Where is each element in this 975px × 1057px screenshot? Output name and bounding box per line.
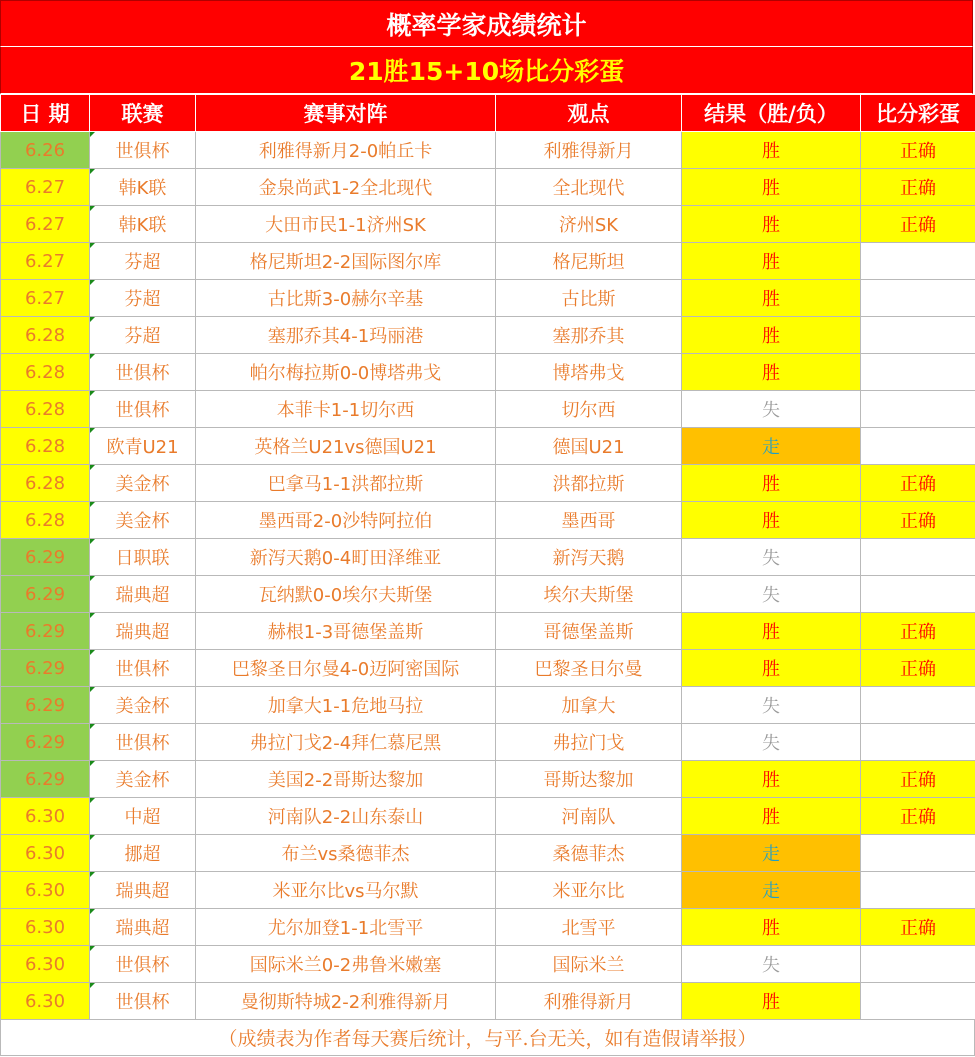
cell-match: 巴拿马1-1洪都拉斯 — [196, 465, 496, 502]
cell-bonus — [861, 576, 975, 613]
cell-result: 走 — [682, 872, 861, 909]
table-row — [1, 428, 975, 465]
cell-league: 芬超 — [90, 280, 196, 317]
cell-match: 格尼斯坦2-2国际图尔库 — [196, 243, 496, 280]
table-row — [1, 206, 975, 243]
cell-result: 胜 — [682, 132, 861, 169]
cell-date: 6.27 — [1, 280, 90, 317]
cell-date: 6.29 — [1, 761, 90, 798]
cell-bonus — [861, 687, 975, 724]
cell-bonus — [861, 946, 975, 983]
cell-pick: 桑德菲杰 — [496, 835, 682, 872]
cell-bonus: 正确 — [861, 650, 975, 687]
cell-league: 世俱杯 — [90, 724, 196, 761]
cell-league: 美金杯 — [90, 465, 196, 502]
cell-result: 胜 — [682, 169, 861, 206]
table-row — [1, 354, 975, 391]
cell-pick: 洪都拉斯 — [496, 465, 682, 502]
cell-pick: 河南队 — [496, 798, 682, 835]
cell-bonus: 正确 — [861, 132, 975, 169]
cell-result: 胜 — [682, 983, 861, 1020]
table-row — [1, 798, 975, 835]
col-header-match: 赛事对阵 — [196, 95, 496, 132]
cell-pick: 北雪平 — [496, 909, 682, 946]
cell-date: 6.29 — [1, 613, 90, 650]
cell-bonus — [861, 835, 975, 872]
cell-bonus: 正确 — [861, 761, 975, 798]
cell-bonus — [861, 428, 975, 465]
table-row — [1, 243, 975, 280]
cell-match: 墨西哥2-0沙特阿拉伯 — [196, 502, 496, 539]
cell-date: 6.28 — [1, 465, 90, 502]
cell-match: 塞那乔其4-1玛丽港 — [196, 317, 496, 354]
cell-date: 6.27 — [1, 169, 90, 206]
cell-result: 胜 — [682, 650, 861, 687]
cell-date: 6.29 — [1, 650, 90, 687]
cell-bonus — [861, 983, 975, 1020]
cell-match: 加拿大1-1危地马拉 — [196, 687, 496, 724]
table-row — [1, 576, 975, 613]
cell-bonus — [861, 354, 975, 391]
table-row — [1, 317, 975, 354]
cell-result: 失 — [682, 539, 861, 576]
cell-match: 瓦纳默0-0埃尔夫斯堡 — [196, 576, 496, 613]
cell-league: 世俱杯 — [90, 354, 196, 391]
cell-pick: 巴黎圣日尔曼 — [496, 650, 682, 687]
cell-match: 本菲卡1-1切尔西 — [196, 391, 496, 428]
cell-result: 失 — [682, 724, 861, 761]
cell-result: 胜 — [682, 761, 861, 798]
cell-league: 挪超 — [90, 835, 196, 872]
cell-league: 芬超 — [90, 243, 196, 280]
cell-pick: 全北现代 — [496, 169, 682, 206]
cell-league: 世俱杯 — [90, 946, 196, 983]
cell-bonus — [861, 539, 975, 576]
cell-bonus — [861, 280, 975, 317]
cell-pick: 哥斯达黎加 — [496, 761, 682, 798]
cell-date: 6.30 — [1, 835, 90, 872]
cell-league: 世俱杯 — [90, 983, 196, 1020]
table-row — [1, 169, 975, 206]
cell-match: 巴黎圣日尔曼4-0迈阿密国际 — [196, 650, 496, 687]
cell-match: 美国2-2哥斯达黎加 — [196, 761, 496, 798]
cell-pick: 格尼斯坦 — [496, 243, 682, 280]
col-header-result: 结果（胜/负） — [682, 95, 861, 132]
cell-result: 胜 — [682, 613, 861, 650]
cell-league: 日职联 — [90, 539, 196, 576]
cell-result: 胜 — [682, 354, 861, 391]
cell-date: 6.29 — [1, 539, 90, 576]
cell-match: 曼彻斯特城2-2利雅得新月 — [196, 983, 496, 1020]
cell-match: 古比斯3-0赫尔辛基 — [196, 280, 496, 317]
cell-league: 美金杯 — [90, 761, 196, 798]
cell-pick: 塞那乔其 — [496, 317, 682, 354]
cell-match: 河南队2-2山东泰山 — [196, 798, 496, 835]
col-header-date: 日 期 — [1, 95, 90, 132]
table-body — [1, 132, 975, 1020]
cell-bonus: 正确 — [861, 798, 975, 835]
table-row — [1, 983, 975, 1020]
cell-match: 尤尔加登1-1北雪平 — [196, 909, 496, 946]
cell-date: 6.30 — [1, 872, 90, 909]
cell-date: 6.30 — [1, 909, 90, 946]
table-header-row — [1, 95, 975, 132]
table-row — [1, 613, 975, 650]
cell-league: 韩K联 — [90, 169, 196, 206]
cell-match: 布兰vs桑德菲杰 — [196, 835, 496, 872]
cell-result: 胜 — [682, 206, 861, 243]
cell-result: 失 — [682, 687, 861, 724]
cell-result: 胜 — [682, 243, 861, 280]
cell-bonus — [861, 872, 975, 909]
cell-result: 失 — [682, 946, 861, 983]
table-row — [1, 132, 975, 169]
cell-date: 6.30 — [1, 983, 90, 1020]
sheet-title: 概率学家成绩统计 — [0, 0, 973, 47]
cell-match: 利雅得新月2-0帕丘卡 — [196, 132, 496, 169]
cell-league: 美金杯 — [90, 687, 196, 724]
cell-match: 赫根1-3哥德堡盖斯 — [196, 613, 496, 650]
cell-pick: 弗拉门戈 — [496, 724, 682, 761]
cell-bonus — [861, 391, 975, 428]
table-row — [1, 724, 975, 761]
sheet-subtitle: 21胜15+10场比分彩蛋 — [0, 47, 973, 94]
cell-date: 6.28 — [1, 428, 90, 465]
cell-match: 新泻天鹅0-4町田泽维亚 — [196, 539, 496, 576]
cell-match: 帕尔梅拉斯0-0博塔弗戈 — [196, 354, 496, 391]
cell-match: 大田市民1-1济州SK — [196, 206, 496, 243]
cell-result: 胜 — [682, 317, 861, 354]
cell-pick: 利雅得新月 — [496, 132, 682, 169]
cell-pick: 加拿大 — [496, 687, 682, 724]
cell-match: 国际米兰0-2弗鲁米嫩塞 — [196, 946, 496, 983]
col-header-pick: 观点 — [496, 95, 682, 132]
col-header-bonus: 比分彩蛋 — [861, 95, 975, 132]
cell-date: 6.28 — [1, 354, 90, 391]
cell-pick: 哥德堡盖斯 — [496, 613, 682, 650]
cell-pick: 埃尔夫斯堡 — [496, 576, 682, 613]
cell-league: 世俱杯 — [90, 132, 196, 169]
cell-bonus — [861, 724, 975, 761]
cell-league: 欧青U21 — [90, 428, 196, 465]
cell-bonus: 正确 — [861, 909, 975, 946]
cell-pick: 德国U21 — [496, 428, 682, 465]
footer-note: （成绩表为作者每天赛后统计，与平.台无关，如有造假请举报） — [0, 1020, 975, 1056]
cell-result: 胜 — [682, 798, 861, 835]
cell-date: 6.26 — [1, 132, 90, 169]
cell-match: 弗拉门戈2-4拜仁慕尼黑 — [196, 724, 496, 761]
cell-league: 瑞典超 — [90, 576, 196, 613]
cell-date: 6.29 — [1, 687, 90, 724]
cell-bonus — [861, 243, 975, 280]
cell-date: 6.27 — [1, 206, 90, 243]
cell-date: 6.28 — [1, 317, 90, 354]
table-row — [1, 687, 975, 724]
cell-match: 英格兰U21vs德国U21 — [196, 428, 496, 465]
cell-pick: 博塔弗戈 — [496, 354, 682, 391]
cell-bonus: 正确 — [861, 169, 975, 206]
cell-date: 6.29 — [1, 724, 90, 761]
table-row — [1, 465, 975, 502]
cell-result: 失 — [682, 576, 861, 613]
cell-bonus: 正确 — [861, 502, 975, 539]
col-header-league: 联赛 — [90, 95, 196, 132]
cell-match: 金泉尚武1-2全北现代 — [196, 169, 496, 206]
cell-result: 失 — [682, 391, 861, 428]
cell-result: 走 — [682, 835, 861, 872]
cell-pick: 墨西哥 — [496, 502, 682, 539]
results-table — [0, 94, 975, 1020]
cell-bonus — [861, 317, 975, 354]
cell-league: 世俱杯 — [90, 650, 196, 687]
cell-pick: 国际米兰 — [496, 946, 682, 983]
cell-bonus: 正确 — [861, 613, 975, 650]
table-row — [1, 539, 975, 576]
cell-date: 6.29 — [1, 576, 90, 613]
cell-league: 韩K联 — [90, 206, 196, 243]
table-row — [1, 761, 975, 798]
cell-league: 中超 — [90, 798, 196, 835]
table-row — [1, 946, 975, 983]
table-row — [1, 280, 975, 317]
cell-pick: 利雅得新月 — [496, 983, 682, 1020]
cell-league: 芬超 — [90, 317, 196, 354]
cell-league: 瑞典超 — [90, 909, 196, 946]
cell-date: 6.28 — [1, 391, 90, 428]
cell-date: 6.27 — [1, 243, 90, 280]
table-row — [1, 909, 975, 946]
cell-match: 米亚尔比vs马尔默 — [196, 872, 496, 909]
cell-league: 瑞典超 — [90, 872, 196, 909]
table-row — [1, 872, 975, 909]
cell-pick: 米亚尔比 — [496, 872, 682, 909]
cell-league: 瑞典超 — [90, 613, 196, 650]
cell-result: 胜 — [682, 502, 861, 539]
cell-date: 6.28 — [1, 502, 90, 539]
table-row — [1, 650, 975, 687]
cell-result: 胜 — [682, 909, 861, 946]
cell-date: 6.30 — [1, 946, 90, 983]
cell-result: 走 — [682, 428, 861, 465]
cell-league: 美金杯 — [90, 502, 196, 539]
cell-pick: 切尔西 — [496, 391, 682, 428]
cell-pick: 古比斯 — [496, 280, 682, 317]
table-row — [1, 835, 975, 872]
cell-result: 胜 — [682, 465, 861, 502]
cell-bonus: 正确 — [861, 206, 975, 243]
table-row — [1, 502, 975, 539]
cell-pick: 新泻天鹅 — [496, 539, 682, 576]
cell-bonus: 正确 — [861, 465, 975, 502]
cell-league: 世俱杯 — [90, 391, 196, 428]
cell-pick: 济州SK — [496, 206, 682, 243]
table-row — [1, 391, 975, 428]
cell-result: 胜 — [682, 280, 861, 317]
cell-date: 6.30 — [1, 798, 90, 835]
